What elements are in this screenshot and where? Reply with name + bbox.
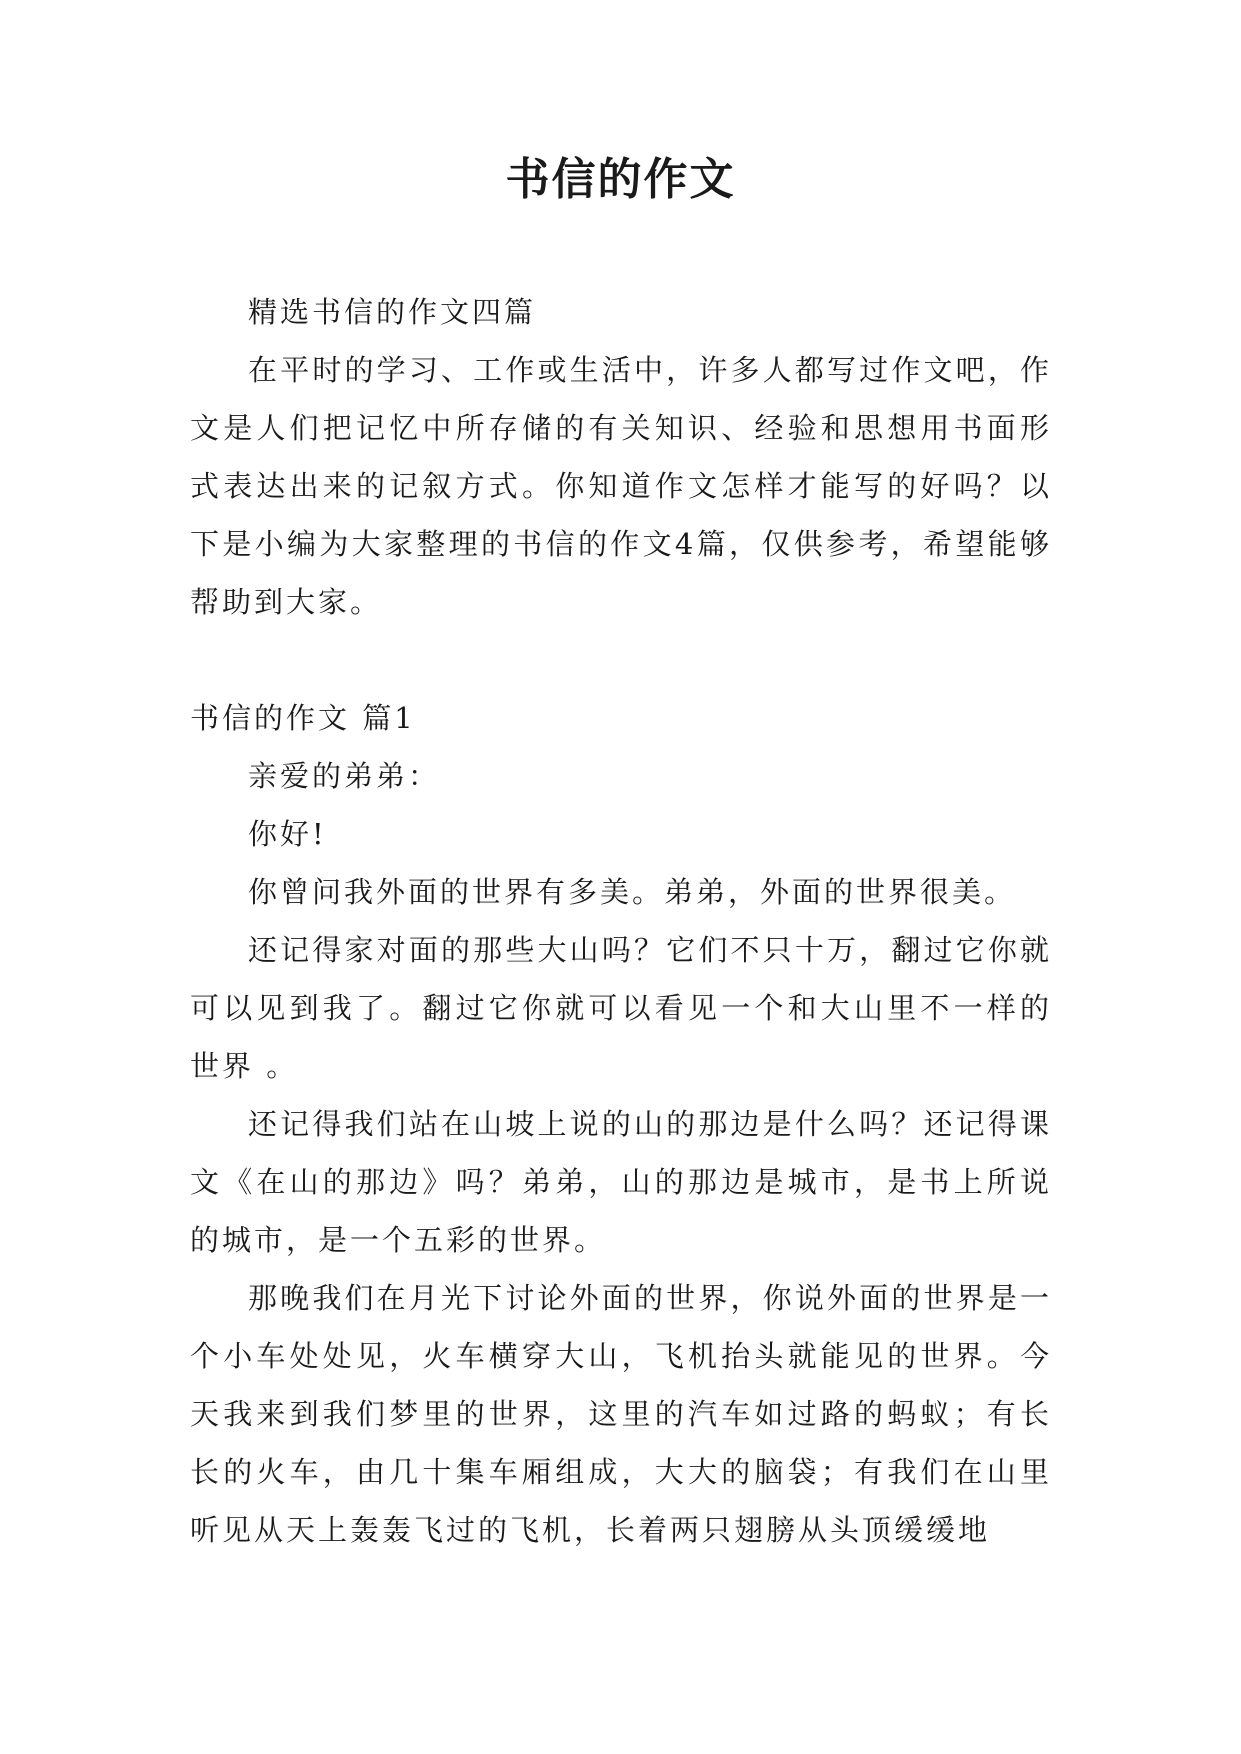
document-body (190, 283, 1052, 1559)
letter-salutation: 亲爱的弟弟： (248, 759, 441, 793)
letter-paragraph: 还记得我们站在山坡上说的山的那边是什么吗？还记得课文《在山的那边》吗？弟弟，山的那边是城市，是书上所说的城市，是一个五彩的世界。 (190, 1107, 1052, 1257)
letter-greeting: 你好! (248, 817, 327, 851)
letter-paragraph: 还记得家对面的那些大山吗？它们不只十万，翻过它你就可以见到我了。翻过它你就可以看见一个和大山里不一样的世界 。 (190, 933, 1052, 1083)
document-title: 书信的作文 (505, 154, 736, 205)
letter-paragraph: 那晚我们在月光下讨论外面的世界，你说外面的世界是一个小车处处见，火车横穿大山，飞机抬头就能见的世界。今天我来到我们梦里的世界，这里的汽车如过路的蚂蚁；有长长的火车，由几十集车厢组成，大大的脑袋；有我们在山里听见从天上轰轰飞过的飞机，长着两只翅膀从头顶缓缓地 (190, 1281, 1052, 1547)
subtitle: 精选书信的作文四篇 (248, 295, 537, 329)
letter-paragraph: 你曾问我外面的世界有多美。弟弟，外面的世界很美。 (248, 875, 1017, 909)
intro-paragraph: 在平时的学习、工作或生活中，许多人都写过作文吧，作文是人们把记忆中所存储的有关知识、经验和思想用书面形式表达出来的记叙方式。你知道作文怎样才能写的好吗？以下是小编为大家整理的书信的作文4篇，仅供参考，希望能够帮助到大家。 (190, 353, 1052, 619)
section-heading: 书信的作文 篇1 (190, 701, 416, 735)
section-spacer (190, 631, 1052, 689)
